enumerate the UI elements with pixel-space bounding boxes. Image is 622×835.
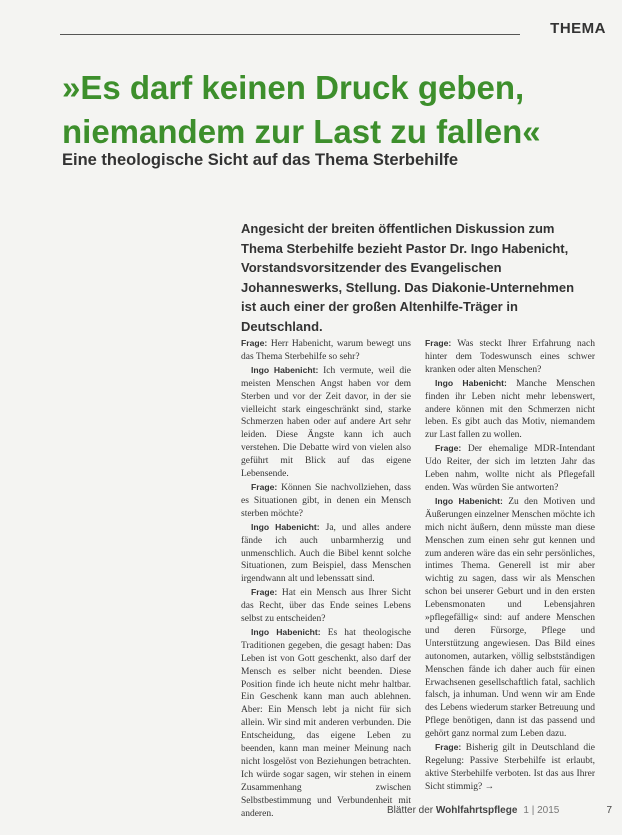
paragraph-text: Bisherig gilt in Deutschland die Regelung: Passive Sterbehilfe ist erlaubt, aktive Sterbehilfe verboten. Ist das aus Ihrer Sicht stimmig? → — [425, 743, 596, 792]
paragraph-text: Zu den Motiven und Äußerungen einzelner Menschen möchte ich mich nicht äußern, denn müsste man diese Menschen zum einen sehr gut kennen und zum anderen wäre das ein sehr persönliches, intimes Thema. Generell ist mir aber wichtig zu sagen, dass wir als Menschen schon bei unserer Geburt und in den ersten Lebensmonaten und Lebensjahren »pflegefällig« sind: auf andere Menschen und deren Fürsorge, Pflege und Unterstützung angewiesen. Das Bild eines autonomen, autarken, völlig selbstständigen Menschen fände ich daher auch für einen Erwachsenen gesellschaftlich fatal, sachlich falsch, ja inhuman. Und wenn wir am Ende des Lebens wiederum starker Betreuung und Pflege benötigen, dann ist das passend und gehört ganz normal zum Leben dazu. — [425, 496, 595, 740]
headline-line-2: niemandem zur Last zu fallen« — [62, 113, 541, 150]
interview-paragraph — [241, 521, 411, 587]
page-number: 7 — [606, 805, 612, 816]
speaker-label: Frage: — [435, 742, 462, 753]
paragraph-text: Können Sie nachvollziehen, dass es Situationen gibt, in denen ein Mensch sterben möchte? — [241, 482, 412, 519]
issue-number: 1 | 2015 — [523, 805, 560, 816]
publication-name: Wohlfahrtspflege — [435, 805, 518, 816]
paragraph-text: Hat ein Mensch aus Ihrer Sicht das Recht, über das Ende seines Lebens selbst zu entscheiden? — [241, 588, 411, 625]
paragraph-text: Ich vermute, weil die meisten Menschen Angst haben vor dem Sterben und vor der Zeit davor, in der sie vielleicht stark eingeschränkt sind, starke Schmerzen haben oder auf andere Art sehr leiden. Diese Ängste kann ich auch verstehen. Die Debatte wird von vielen also geführt mit Blick auf das eigene Lebensende. — [241, 365, 412, 480]
interview-paragraph — [241, 337, 411, 364]
interview-paragraph — [425, 442, 595, 495]
interview-paragraph — [241, 586, 411, 626]
speaker-label: Ingo Habenicht: — [251, 521, 320, 532]
speaker-label: Frage: — [425, 338, 452, 348]
speaker-label: Frage: — [251, 481, 278, 492]
top-rule — [60, 34, 520, 35]
intro-paragraph: Angesicht der breiten öffentlichen Diskussion zum Thema Sterbehilfe bezieht Pastor Dr. Ingo Habenicht, Vorstandsvorsitzender des Evangelischen Johanneswerks, Stellung. Das Diakonie-Unternehmen ist auch einer der großen Altenhilfe-Träger in Deutschland. — [241, 221, 575, 334]
headline — [62, 66, 582, 154]
interview-paragraph — [425, 377, 595, 443]
paragraph-text: Der ehemalige MDR-Intendant Udo Reiter, der sich im letzten Jahr das Leben nahm, wollte nicht als Pflegefall enden. Was würden Sie antworten? — [425, 444, 595, 493]
interview-paragraph — [425, 337, 595, 377]
paragraph-text: Was steckt Ihrer Erfahrung nach hinter dem Todeswunsch eines schwer kranken oder alten Menschen? — [425, 339, 595, 375]
interview-paragraph — [241, 481, 411, 521]
interview-paragraph — [241, 364, 411, 481]
subtitle: Eine theologische Sicht auf das Thema Sterbehilfe — [62, 151, 459, 169]
speaker-label: Ingo Habenicht: — [251, 364, 319, 375]
paragraph-text: Manche Menschen finden ihr Leben nicht mehr lebenswert, andere können mit den Schmerzen nicht leben. Es gibt auch das Motiv, niemandem zur Last fallen zu wollen. — [425, 378, 595, 441]
paragraph-text: Ja, und alles andere fände ich auch unbarmherzig und unmenschlich. Auch die Bibel kennt solche Situationen, zum Beispiel, dass Menschen irgendwann alt und lebenssatt sind. — [241, 522, 412, 585]
paragraph-text: Es hat theologische Traditionen gegeben, die gesagt haben: Das Leben ist von Gott geschenkt, also darf der Mensch es selber nicht beenden. Diese Position finde ich heute nicht mehr haltbar. Ein Geschenk kann man auch ablehnen. Aber: Ein Mensch lebt ja nicht für sich allein. Wir sind mit anderen verbunden. Die Entscheidung, das eigene Leben zu beenden, kann man meiner Meinung nach nicht losgelöst von Beziehungen betrachten. Ich würde sogar sagen, wir stehen in einem Zusammenhang zwischen Selbstbestimmung und Verbundenheit mit anderen. — [241, 627, 411, 819]
headline-line-1: »Es darf keinen Druck geben, — [62, 69, 525, 106]
page-footer — [387, 805, 612, 816]
speaker-label: Frage: — [241, 338, 268, 348]
speaker-label: Ingo Habenicht: — [435, 495, 503, 506]
interview-paragraph — [425, 741, 595, 794]
speaker-label: Ingo Habenicht: — [251, 626, 321, 637]
publication-prefix: Blätter der — [387, 805, 436, 816]
interview-column-2 — [425, 337, 596, 792]
speaker-label: Frage: — [435, 443, 462, 454]
interview-paragraph — [425, 495, 595, 741]
speaker-label: Ingo Habenicht: — [435, 377, 507, 388]
section-label: THEMA — [550, 20, 606, 37]
interview-paragraph — [241, 626, 411, 821]
speaker-label: Frage: — [251, 587, 278, 598]
paragraph-text: Herr Habenicht, warum bewegt uns das Thema Sterbehilfe so sehr? — [241, 339, 411, 362]
